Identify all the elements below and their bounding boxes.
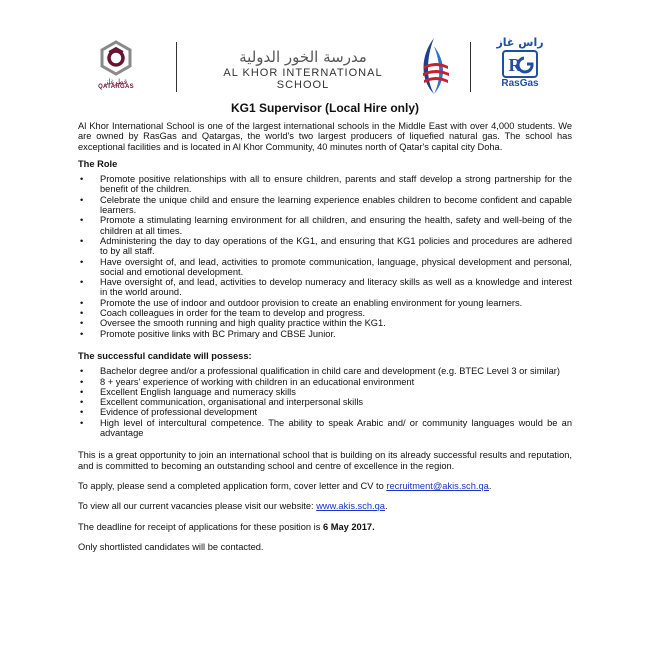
candidate-list [78, 366, 572, 438]
intro-paragraph: Al Khor International School is one of the largest international schools in the Middle East with over 4,000 students. We are owned by RasGas and Qatargas, the world's two largest producers of liquefied natural gas. The school has exceptional facilities and is located in Al Khor Community, 40 minutes north of Qatar's capital city Doha. [78, 121, 572, 152]
list-item: • Excellent communication, organisational and interpersonal skills [78, 397, 572, 407]
list-item: • Evidence of professional development [78, 407, 572, 417]
list-item: • Celebrate the unique child and ensure the learning experience enables children to become confident and capable learners. [78, 195, 572, 216]
opportunity-paragraph: This is a great opportunity to join an international school that is building on its already successful results and reputation, and is committed to becoming an outstanding school and centre of excellence in the region. [78, 450, 572, 471]
vacancies-paragraph [78, 501, 572, 511]
shortlist-note: Only shortlisted candidates will be contacted. [78, 541, 264, 552]
list-item: • High level of intercultural competence. The ability to speak Arabic and/ or community languages would be an advantage [78, 418, 572, 439]
apply-text: To apply, please send a completed application form, cover letter and CV to [78, 480, 384, 491]
school-name-arabic: مدرسة الخور الدولية [239, 48, 367, 66]
website-link[interactable]: www.akis.sch.qa [316, 501, 385, 512]
divider [176, 42, 177, 92]
svg-text:R: R [508, 55, 522, 75]
list-item: • Have oversight of, and lead, activities to promote communication, language, physical development and personal, social and emotional development. [78, 257, 572, 278]
role-heading: The Role [78, 158, 118, 169]
apply-end: . [488, 480, 492, 491]
divider [470, 42, 471, 92]
deadline-paragraph [78, 522, 572, 532]
job-advert [78, 101, 572, 552]
list-item: • Promote the use of indoor and outdoor provision to create an enabling environment for young learners. [78, 298, 572, 308]
candidate-heading: The successful candidate will possess: [78, 350, 252, 361]
role-list [78, 174, 572, 339]
apply-paragraph [78, 481, 572, 491]
deadline-date: 6 May 2017. [322, 521, 375, 532]
akis-emblem-icon [416, 36, 452, 96]
page-title: KG1 Supervisor (Local Hire only) [230, 101, 420, 115]
vacancies-text: To view all our current vacancies please visit our website: [78, 501, 317, 512]
list-item: • Coach colleagues in order for the team to develop and progress. [78, 308, 572, 318]
list-item: • Excellent English language and numeracy skills [78, 387, 572, 397]
list-item: • Promote positive links with BC Primary and CBSE Junior. [78, 329, 572, 339]
qatargas-name: QATARGAS [98, 84, 134, 90]
vacancies-end: . [384, 501, 388, 512]
list-item: • 8 + years' experience of working with children in an educational environment [78, 377, 572, 387]
recruitment-email-link[interactable]: recruitment@akis.sch.qa [386, 480, 489, 491]
list-item: • Oversee the smooth running and high quality practice within the KG1. [78, 318, 572, 328]
list-item: • Bachelor degree and/or a professional qualification in child care and development (e.g. BTEC Level 3 or similar) [78, 366, 572, 376]
list-item: • Promote positive relationships with all to ensure children, parents and staff develop a strong partnership for the benefit of the children. [78, 174, 572, 195]
rasgas-logo-icon [502, 50, 538, 78]
rasgas-name: RasGas [501, 78, 539, 89]
list-item: • Promote a stimulating learning environment for all children, and ensuring the health, safety and well-being of the children at all times. [78, 215, 572, 236]
list-item: • Administering the day to day operations of the KG1, and ensuring that KG1 policies and procedures are adhered to by all staff. [78, 236, 572, 257]
school-name-english: AL KHOR INTERNATIONAL SCHOOL [223, 67, 383, 91]
letterhead [0, 36, 650, 98]
list-item: • Have oversight of, and lead, activities to develop numeracy and literacy skills as well as a knowledge and interest in the world around. [78, 277, 572, 298]
deadline-text: The deadline for receipt of applications for these position is [78, 521, 323, 532]
rasgas-name-arabic: راس غاز [496, 36, 544, 49]
svg-text:قطرغاز: قطرغاز [104, 78, 128, 86]
